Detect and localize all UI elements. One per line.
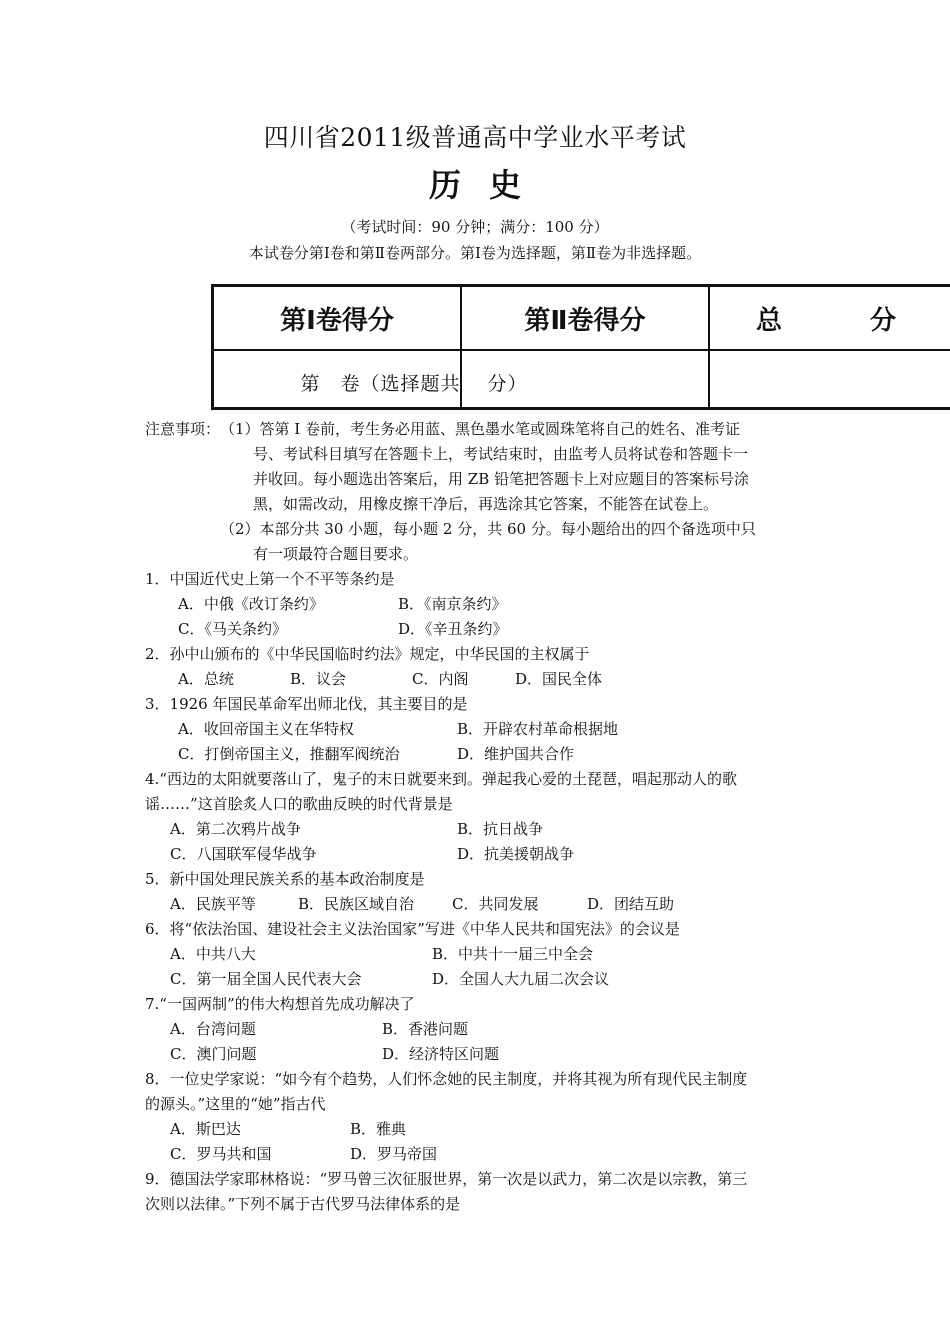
total-score-header — [710, 287, 950, 349]
option: C．内阁 — [412, 670, 469, 688]
question-stem: 4.“西边的太阳就要落山了，鬼子的末日就要来到。弹起我心爱的土琵琶，唱起那动人的歌 — [145, 770, 737, 788]
notes-label: 注意事项： — [145, 420, 221, 438]
option: B．抗日战争 — [457, 820, 544, 838]
option: A．民族平等 — [170, 895, 256, 913]
option: A．总统 — [178, 670, 234, 688]
option: D．抗美援朝战争 — [457, 845, 575, 863]
option: C．八国联军侵华战争 — [170, 845, 317, 863]
question-stem: 次则以法律。”下列不属于古代罗马法律体系的是 — [145, 1195, 461, 1213]
option: A．第二次鸦片战争 — [170, 820, 301, 838]
option: D．维护国共合作 — [457, 745, 575, 763]
exam-info: （考试时间：90 分钟；满分：100 分） — [341, 218, 609, 236]
question-stem: 3．1926 年国民革命军出师北伐，其主要目的是 — [145, 695, 468, 713]
question-stem: 谣……”这首脍炙人口的歌曲反映的时代背景是 — [145, 795, 453, 813]
option: C．澳门问题 — [170, 1045, 257, 1063]
option: A．收回帝国主义在华特权 — [178, 720, 354, 738]
option: A．中俄《改订条约》 — [178, 595, 324, 613]
total-score-label-b: 分 — [870, 305, 897, 336]
question-stem: 的源头。”这里的“她”指古代 — [145, 1095, 326, 1113]
option: C．打倒帝国主义，推翻军阀统治 — [178, 745, 400, 763]
question-stem: 2．孙中山颁布的《中华民国临时约法》规定，中华民国的主权属于 — [145, 645, 590, 663]
option: C．共同发展 — [452, 895, 539, 913]
option: C．《马关条约》 — [178, 620, 287, 638]
question-stem: 9．德国法学家耶林格说：“罗马曾三次征服世界，第一次是以武力，第二次是以宗教，第三 — [145, 1170, 748, 1188]
note2-line: （2）本部分共 30 小题，每小题 2 分，共 60 分。每小题给出的四个备选项中只 — [220, 520, 756, 538]
question-stem: 6．将“依法治国、建设社会主义法治国家”写进《中华人民共和国宪法》的会议是 — [145, 920, 680, 938]
part1-score-header: 第Ⅰ卷得分 — [214, 287, 462, 349]
part2-score-header: 第Ⅱ卷得分 — [462, 287, 710, 349]
total-score-label-a: 总 — [756, 305, 783, 336]
option: B．议会 — [290, 670, 347, 688]
question-stem: 8．一位史学家说：“如今有个趋势，人们怀念她的民主制度，并将其视为所有现代民主制度 — [145, 1070, 748, 1088]
note1-line: （1）答第 Ⅰ 卷前，考生务必用蓝、黑色墨水笔或圆珠笔将自己的姓名、准考证 — [220, 420, 741, 438]
table-divider — [214, 349, 950, 351]
option: D．团结互助 — [587, 895, 675, 913]
score-table — [211, 284, 950, 410]
exam-intro: 本试卷分第Ⅰ卷和第Ⅱ卷两部分。第Ⅰ卷为选择题，第Ⅱ卷为非选择题。 — [248, 244, 702, 262]
option: C．第一届全国人民代表大会 — [170, 970, 362, 988]
option: D．罗马帝国 — [350, 1145, 438, 1163]
option: B．《南京条约》 — [398, 595, 507, 613]
option: D．全国人大九届二次会议 — [432, 970, 610, 988]
question-stem: 1．中国近代史上第一个不平等条约是 — [145, 570, 395, 588]
option: A．斯巴达 — [170, 1120, 241, 1138]
question-stem: 7.“一国两制”的伟大构想首先成功解决了 — [145, 995, 415, 1013]
note1-line: 号、考试科目填写在答题卡上，考试结束时，由监考人员将试卷和答题卡一 — [253, 445, 749, 463]
option: A．台湾问题 — [170, 1020, 256, 1038]
option: D．经济特区问题 — [382, 1045, 500, 1063]
option: D．国民全体 — [515, 670, 603, 688]
option: C．罗马共和国 — [170, 1145, 272, 1163]
subject-title: 历史 — [428, 166, 549, 204]
exam-title: 四川省2011级普通高中学业水平考试 — [263, 123, 687, 152]
note1-line: 黑，如需改动，用橡皮擦干净后，再选涂其它答案，不能答在试卷上。 — [253, 495, 719, 513]
option: B．开辟农村革命根据地 — [457, 720, 619, 738]
option: D．《辛丑条约》 — [398, 620, 508, 638]
option: A．中共八大 — [170, 945, 256, 963]
note1-line: 并收回。每小题选出答案后，用 ZB 铅笔把答题卡上对应题目的答案标号涂 — [253, 470, 749, 488]
table-vline-2 — [708, 349, 710, 410]
question-stem: 5．新中国处理民族关系的基本政治制度是 — [145, 870, 425, 888]
section-label: 第 卷（选择题共 分） — [300, 373, 528, 395]
option: B．雅典 — [350, 1120, 407, 1138]
option: B．香港问题 — [382, 1020, 469, 1038]
option: B．民族区域自治 — [298, 895, 415, 913]
note2-line: 有一项最符合题目要求。 — [253, 545, 419, 563]
option: B．中共十一届三中全会 — [432, 945, 594, 963]
